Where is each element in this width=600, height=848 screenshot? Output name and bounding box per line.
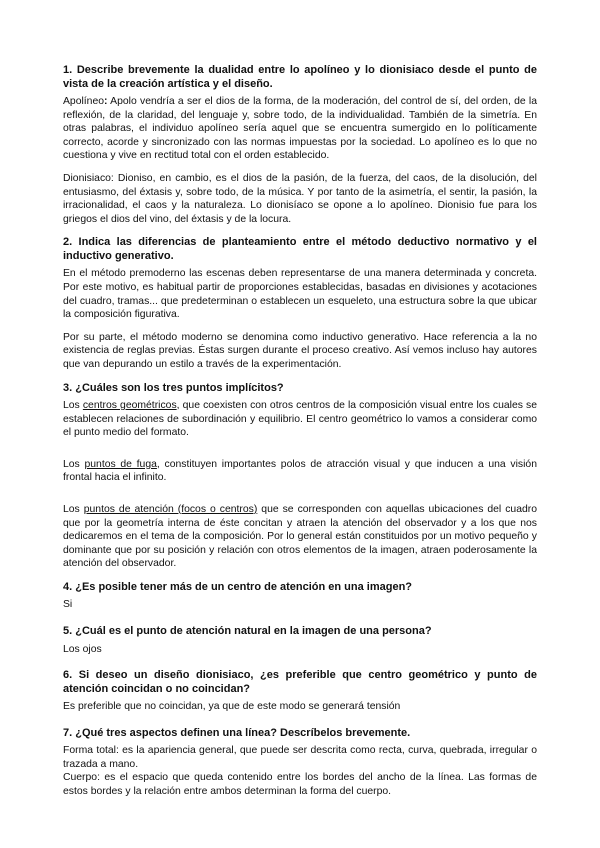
- document-page: [63, 64, 537, 799]
- question-1-title: 1. Describe brevemente la dualidad entre lo apolíneo y lo dionisiaco desde el punto de vista de la creación artística y el diseño.: [63, 64, 537, 90]
- forma-total-paragraph: Forma total: es la apariencia general, que puede ser descrita como recta, curva, quebrada, irregular o trazada a mano.: [63, 745, 537, 770]
- apolineo-text: Apolo vendría a ser el dios de la forma, de la moderación, del control de sí, del orden, de la reflexión, de la claridad, del lenguaje y, sobre todo, de la individualidad. También de la simetría. En otras palabras, el individuo apolíneo sería aquel que se encuentra sumergido en lo políticamente correcto, acorde y sincronizado con las normas impuestas por la sociedad. Lo apolíneo es lo que no cuestiona y vive en rectitud total con el orden establecido.: [63, 96, 537, 162]
- question-6-title: 6. Si deseo un diseño dionisiaco, ¿es preferible que centro geométrico y punto de atención coincidan o no coincidan?: [63, 669, 537, 695]
- question-3-title: 3. ¿Cuáles son los tres puntos implícitos?: [63, 381, 284, 394]
- apolineo-term: Apolíneo: [63, 96, 105, 107]
- cuerpo-paragraph: Cuerpo: es el espacio que queda contenido entre los bordes del ancho de la línea. Las formas de estos bordes y la relación entre ambos determinan la forma del cuerpo.: [63, 772, 537, 797]
- question-7-title: 7. ¿Qué tres aspectos definen una línea? Descríbelos brevemente.: [63, 726, 411, 739]
- question-5-answer: Los ojos: [63, 643, 102, 655]
- question-6-answer: Es preferible que no coincidan, ya que de este modo se generará tensión: [63, 701, 401, 713]
- centros-geometricos-term: centros geométricos: [82, 400, 177, 411]
- question-2-title: 2. Indica las diferencias de planteamiento entre el método deductivo normativo y el inductivo generativo.: [63, 236, 537, 262]
- puntos-de-atencion-term: puntos de atención (focos o centros): [83, 503, 258, 515]
- question-4-answer: Si: [63, 599, 73, 611]
- apolineo-colon: :: [104, 96, 108, 107]
- dionisiaco-paragraph: Dionisiaco: Dioniso, en cambio, es el dios de la pasión, de la fuerza, del caos, de la disolución, del entusiasmo, del éxtasis y, sobre todo, de la música. Y por tanto de la asimetría, el sentir, la pasión, la irracionalidad, el caos y la naturaleza. Lo dionisíaco se opone a lo apolíneo. Dionisio fue para los griegos el dios del vino, del éxtasis y de la locura.: [63, 172, 537, 225]
- apolineo-paragraph: [63, 95, 537, 163]
- question-4-title: 4. ¿Es posible tener más de un centro de atención en una imagen?: [63, 580, 413, 593]
- question-5-title: 5. ¿Cuál es el punto de atención natural en la imagen de una persona?: [63, 625, 432, 638]
- puntos-de-fuga-term: puntos de fuga: [84, 458, 157, 470]
- moderno-paragraph: Por su parte, el método moderno se denomina como inductivo generativo. Hace referencia a la no existencia de reglas previas. Éstas surgen durante el proceso creativo. Así vemos incluso hay autores que van depurando un estilo a través de la experimentación.: [63, 331, 537, 370]
- puntos-de-atencion-paragraph: Los puntos de atención (focos o centros) que se corresponden con aquellas ubicaciones del cuadro que por la geometría interna de éste concitan y atraen la atención del observador y a los que nos dedicaremos en el tema de la composición. Por lo general están constituidos por un motivo pequeño y dominante que por su posición y relación con otros elementos de la imagen, atraen poderosamente la atención del observador.: [63, 503, 537, 570]
- premoderno-paragraph: En el método premoderno las escenas deben representarse de una manera determinada y concreta. Por este motivo, es habitual partir de proporciones establecidas, basadas en divisiones y acotaciones del cuadro, tramas... que predeterminan o establecen un esqueleto, una estructura sobre la que ubicar la composición figurativa.: [63, 268, 537, 321]
- centros-geometricos-paragraph: Los centros geométricos, que coexisten con otros centros de la composición visual entre los cuales se establecen relaciones de subordinación y equilibrio. El centro geométrico lo vamos a considerar como el punto medio del formato.: [63, 400, 537, 439]
- puntos-de-fuga-paragraph: Los puntos de fuga, constituyen importantes polos de atracción visual y que inducen a una visión frontal hacia el infinito.: [63, 458, 537, 484]
